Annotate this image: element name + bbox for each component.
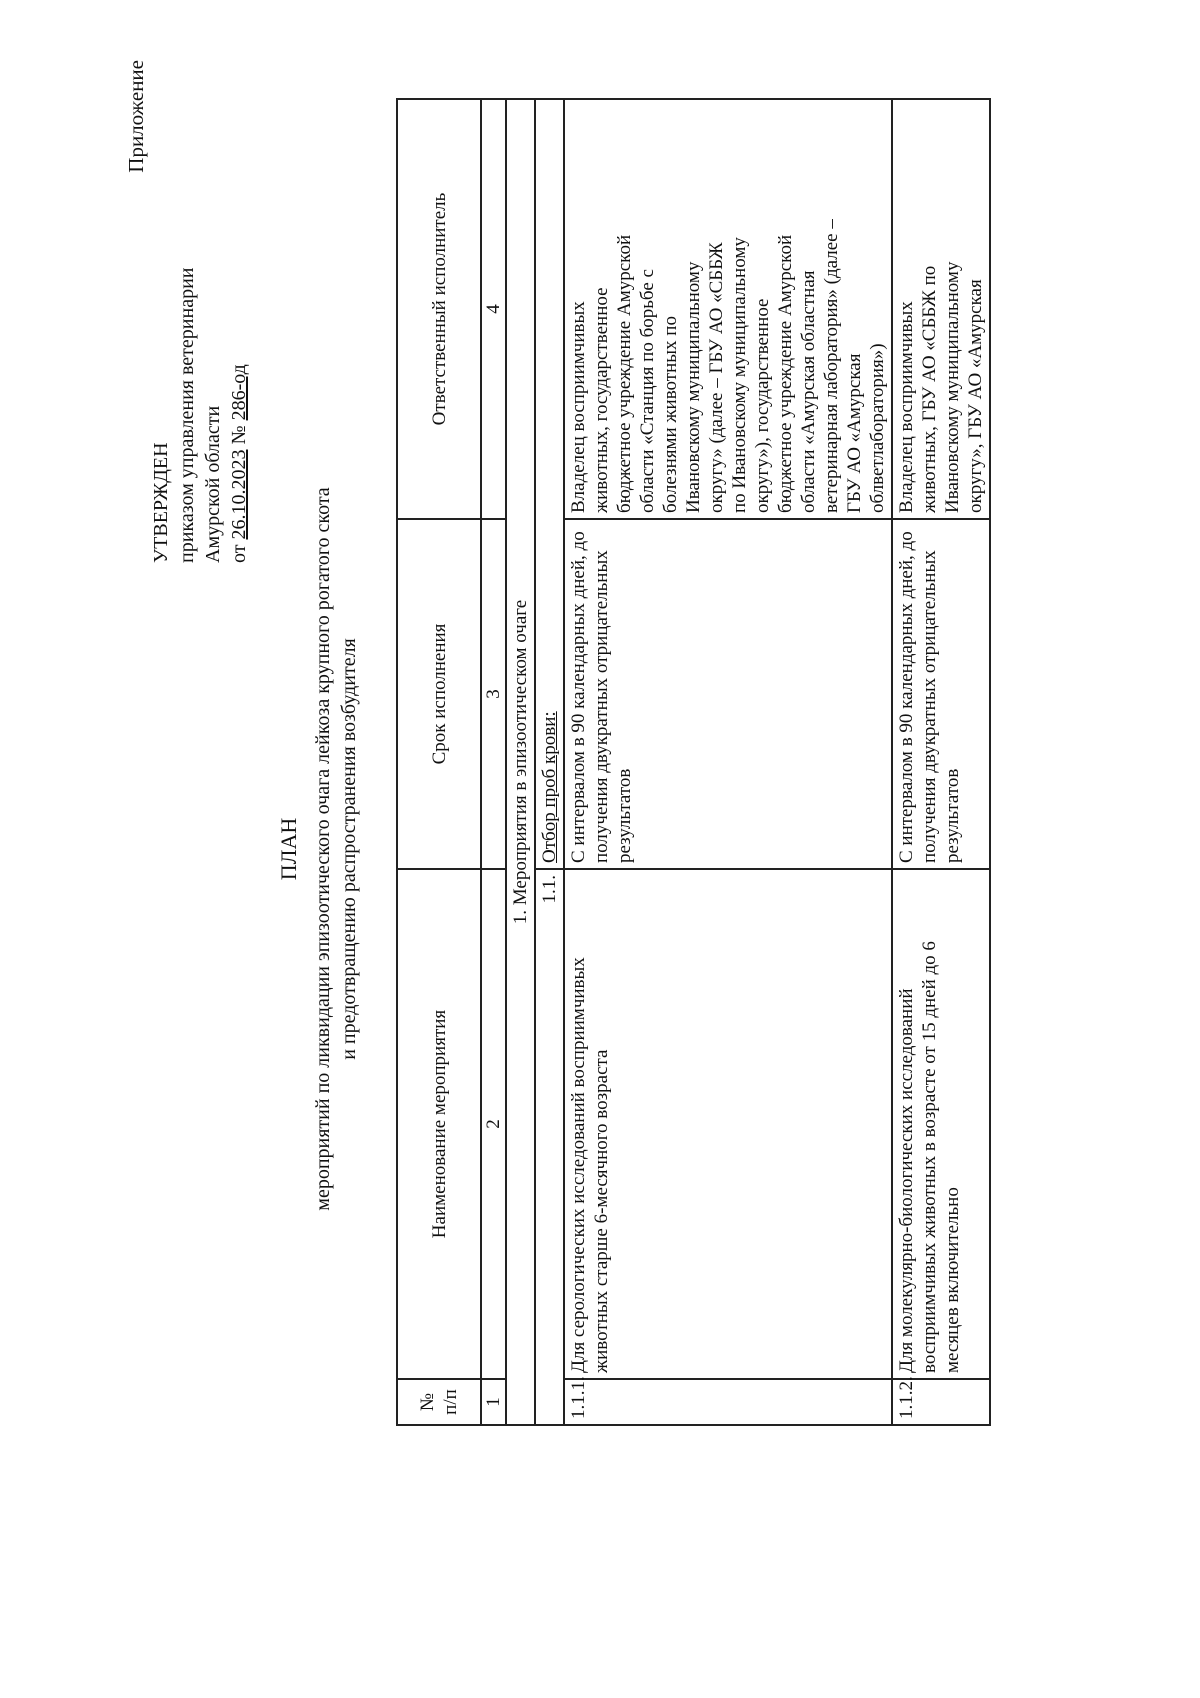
approval-date-prefix: от <box>228 539 250 563</box>
row-name: Для молекулярно-биологических исследований восприимчивых животных в возрасте от 15 дней до 6 месяцев включительно <box>892 869 990 1379</box>
column-number: 3 <box>481 519 506 869</box>
approval-order-reference <box>226 268 252 564</box>
column-number-row <box>481 99 506 1425</box>
section-title: 1. Мероприятия в эпизоотическом очаге <box>506 99 535 1425</box>
row-number: 1.1.1. <box>564 1379 892 1425</box>
approval-stamp <box>148 268 252 564</box>
approval-line-3: Амурской области <box>202 405 224 563</box>
subsection-title: Отбор проб крови: <box>539 711 560 863</box>
table-row <box>564 99 892 1425</box>
subsection-title-cell <box>535 99 564 869</box>
section-row <box>506 99 535 1425</box>
column-number: 4 <box>481 99 506 519</box>
row-term: С интервалом в 90 календарных дней, до получения двукратных отрицательных результатов <box>892 519 990 869</box>
header-number: № п/п <box>397 1379 481 1425</box>
subtitle-line-2: и предотвращению распространения возбудителя <box>338 638 360 1060</box>
approval-line-2: приказом управления ветеринарии <box>176 267 198 563</box>
header-term: Срок исполнения <box>397 519 481 869</box>
header-responsible: Ответственный исполнитель <box>397 99 481 519</box>
row-responsible: Владелец восприимчивых животных, государственное бюджетное учреждение Амурской области «Станция по борьбе с болезнями животных по Ивановскому муниципальному округу» (далее – ГБУ АО «СББЖ по Ивановскому муниципальному округу»), государственное бюджетное учреждение Амурской области «Амурская областная ветеринарная лаборатория» (далее – ГБУ АО «Амурская облветлаборатория») <box>564 99 892 519</box>
document-subtitle <box>310 0 362 1698</box>
attachment-label: Приложение <box>124 60 148 173</box>
header-name: Наименование мероприятия <box>397 869 481 1379</box>
subtitle-line-1: мероприятий по ликвидации эпизоотического очага лейкоза крупного рогатого скота <box>312 487 334 1211</box>
row-responsible: Владелец восприимчивых животных, ГБУ АО «СББЖ по Ивановскому муниципальному округу», ГБУ АО «Амурская <box>892 99 990 519</box>
plan-table <box>396 98 991 1426</box>
table-row <box>892 99 990 1425</box>
column-number: 2 <box>481 869 506 1379</box>
approval-line-1: УТВЕРЖДЕН <box>150 442 172 563</box>
row-number: 1.1.2. <box>892 1379 990 1425</box>
approval-number: 286-од <box>228 364 250 421</box>
table-header-row <box>397 99 481 1425</box>
approval-date: 26.10.2023 <box>228 449 250 540</box>
document-title: ПЛАН <box>276 817 301 881</box>
approval-number-prefix: № <box>228 420 250 450</box>
column-number: 1 <box>481 1379 506 1425</box>
row-name: Для серологических исследований восприимчивых животных старше 6-месячного возраста <box>564 869 892 1379</box>
subsection-row <box>535 99 564 1425</box>
subsection-number: 1.1. <box>535 869 564 1425</box>
row-term: С интервалом в 90 календарных дней, до получения двукратных отрицательных результатов <box>564 519 892 869</box>
